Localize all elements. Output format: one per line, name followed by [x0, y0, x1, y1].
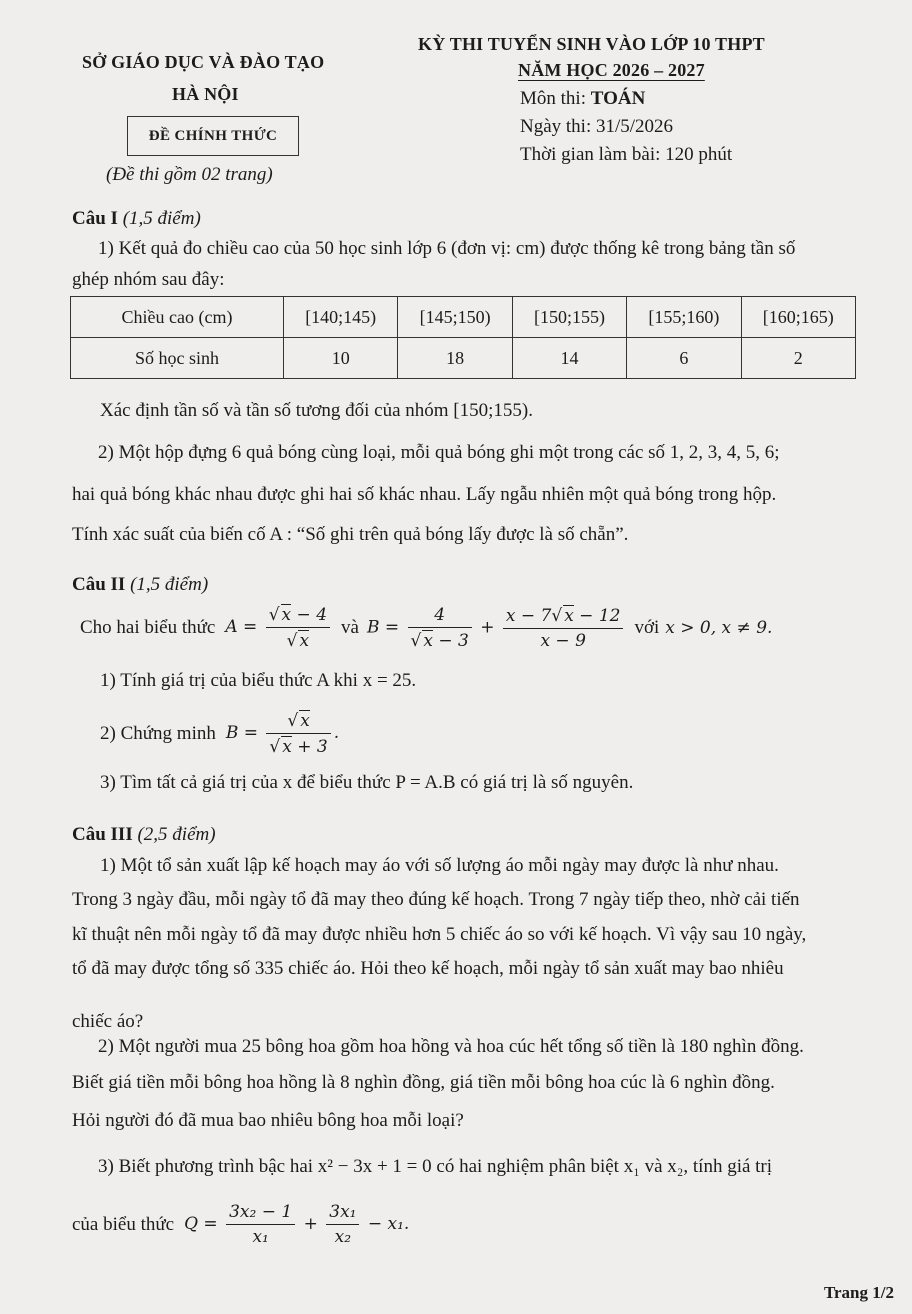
count-cell: 18: [398, 338, 512, 379]
table-row-head-height: Chiều cao (cm): [71, 297, 284, 338]
q3-part2-line2: Biết giá tiền mỗi bông hoa hồng là 8 nghìn đồng, giá tiền mỗi bông hoa cúc là 6 nghìn đồng.: [72, 1072, 775, 1093]
q1-part2-line3: Tính xác suất của biến cố A : “Số ghi trên quả bóng lấy được là số chẵn”.: [72, 524, 629, 545]
question-1-points: (1,5 điểm): [122, 208, 201, 229]
q3-part1-line2: Trong 3 ngày đầu, mỗi ngày tổ đã may theo đúng kế hoạch. Trong 7 ngày tiếp theo, nhờ cải tiến: [72, 889, 800, 910]
subject-line: [520, 88, 645, 110]
q3-part2-line1: 2) Một người mua 25 bông hoa gồm hoa hồng và hoa cúc hết tổng số tiền là 180 nghìn đồng.: [98, 1036, 804, 1057]
page-number: Trang 1/2: [823, 1283, 894, 1302]
question-3-heading: [72, 824, 216, 846]
q2-task-1: 1) Tính giá trị của biểu thức A khi x = 25.: [100, 670, 417, 691]
interval-cell: [150;155): [512, 297, 626, 338]
expression-a: A = $\frac{√ x - 4}{√ x}$: [225, 604, 333, 651]
q1-part1-line1: 1) Kết quả đo chiều cao của 50 học sinh lớp 6 (đơn vị: cm) được thống kê trong bảng tần số: [98, 238, 796, 259]
count-cell: 14: [512, 338, 626, 379]
department-name: SỞ GIÁO DỤC VÀ ĐÀO TẠO: [82, 52, 325, 72]
q1-part1-line2: ghép nhóm sau đây:: [72, 269, 225, 290]
question-2-points: (1,5 điểm): [130, 574, 209, 595]
q2-task-3: 3) Tìm tất cả giá trị của x để biểu thức P = A.B có giá trị là số nguyên.: [100, 772, 634, 793]
expression-q: Q = $\frac{\text{3x₂ − 1}}{\text{x₁}}$ + $\frac{\text{3x₁}}{\text{x₂}}$ − x₁.: [184, 1202, 410, 1247]
interval-cell: [145;150): [398, 297, 512, 338]
q2-task-2: [100, 710, 339, 757]
pages-note: (Đề thi gồm 02 trang): [106, 164, 273, 185]
expression-b: B = $\frac{4}{√ x - 3}$ + $\frac{x - 7√ x - 12}{x - 9}$: [367, 605, 627, 651]
interval-cell: [140;145): [284, 297, 398, 338]
official-label: ĐỀ CHÍNH THỨC: [148, 127, 278, 144]
exam-duration: Thời gian làm bài: 120 phút: [520, 144, 733, 165]
count-cell: 6: [627, 338, 741, 379]
question-1-heading: [72, 208, 201, 230]
interval-cell: [155;160): [627, 297, 741, 338]
official-exam-box: [127, 116, 299, 156]
question-2-heading: [72, 574, 208, 596]
q3-part1-line5: chiếc áo?: [72, 1011, 144, 1032]
q2-condition: x > 0, x ≠ 9.: [665, 617, 773, 638]
q3-part3-expression: [72, 1202, 409, 1247]
table-row: [71, 338, 856, 379]
count-cell: 10: [284, 338, 398, 379]
exam-title: KỲ THI TUYỂN SINH VÀO LỚP 10 THPT: [418, 34, 765, 54]
q3-part3-line1: 3) Biết phương trình bậc hai x² − 3x + 1 = 0 có hai nghiệm phân biệt x₁ và x₂, tính giá trị: [98, 1156, 773, 1177]
q2-expressions: [80, 604, 772, 651]
question-3-title: Câu III: [72, 824, 133, 845]
city-name: HÀ NỘI: [172, 84, 239, 104]
q2-task-2-prefix: 2) Chứng minh: [100, 722, 216, 744]
school-year: NĂM HỌC 2026 – 2027: [518, 60, 705, 80]
question-1-title: Câu I: [72, 208, 118, 229]
interval-cell: [160;165): [741, 297, 855, 338]
q1-part1-task: Xác định tần số và tần số tương đối của nhóm [150;155).: [100, 400, 533, 421]
q3-part1-line4: tổ đã may được tổng số 335 chiếc áo. Hỏi theo kế hoạch, mỗi ngày tổ sản xuất may bao nhiêu: [72, 958, 784, 979]
subject-name: TOÁN: [590, 88, 646, 109]
q3-part1-line1: 1) Một tổ sản xuất lập kế hoạch may áo với số lượng áo mỗi ngày may được là như nhau.: [100, 855, 779, 876]
q1-part2-line2: hai quả bóng khác nhau được ghi hai số khác nhau. Lấy ngẫu nhiên một quả bóng trong hộp.: [72, 484, 777, 505]
expression-b-simplified: B = $\frac{√ x}{√ x + 3}$ .: [225, 711, 340, 757]
q3-part1-line3: kĩ thuật nên mỗi ngày tổ đã may được nhiều hơn 5 chiếc áo so với kế hoạch. Vì vậy sau 10 ngày,: [72, 924, 807, 945]
subject-label: Môn thi:: [520, 88, 591, 109]
question-2-title: Câu II: [72, 574, 126, 595]
question-3-points: (2,5 điểm): [137, 824, 216, 845]
frequency-table: [70, 296, 856, 379]
q3-part2-line3: Hỏi người đó đã mua bao nhiêu bông hoa mỗi loại?: [72, 1110, 464, 1131]
table-row: [71, 297, 856, 338]
q2-and: và: [341, 616, 359, 638]
q3-part3-prefix: của biểu thức: [72, 1213, 175, 1235]
exam-date: Ngày thi: 31/5/2026: [520, 116, 674, 137]
q2-with: với: [634, 616, 660, 638]
q2-intro: Cho hai biểu thức: [80, 616, 216, 638]
table-row-head-students: Số học sinh: [71, 338, 284, 379]
q1-part2-line1: 2) Một hộp đựng 6 quả bóng cùng loại, mỗi quả bóng ghi một trong các số 1, 2, 3, 4, 5, 6;: [98, 442, 780, 463]
count-cell: 2: [741, 338, 855, 379]
